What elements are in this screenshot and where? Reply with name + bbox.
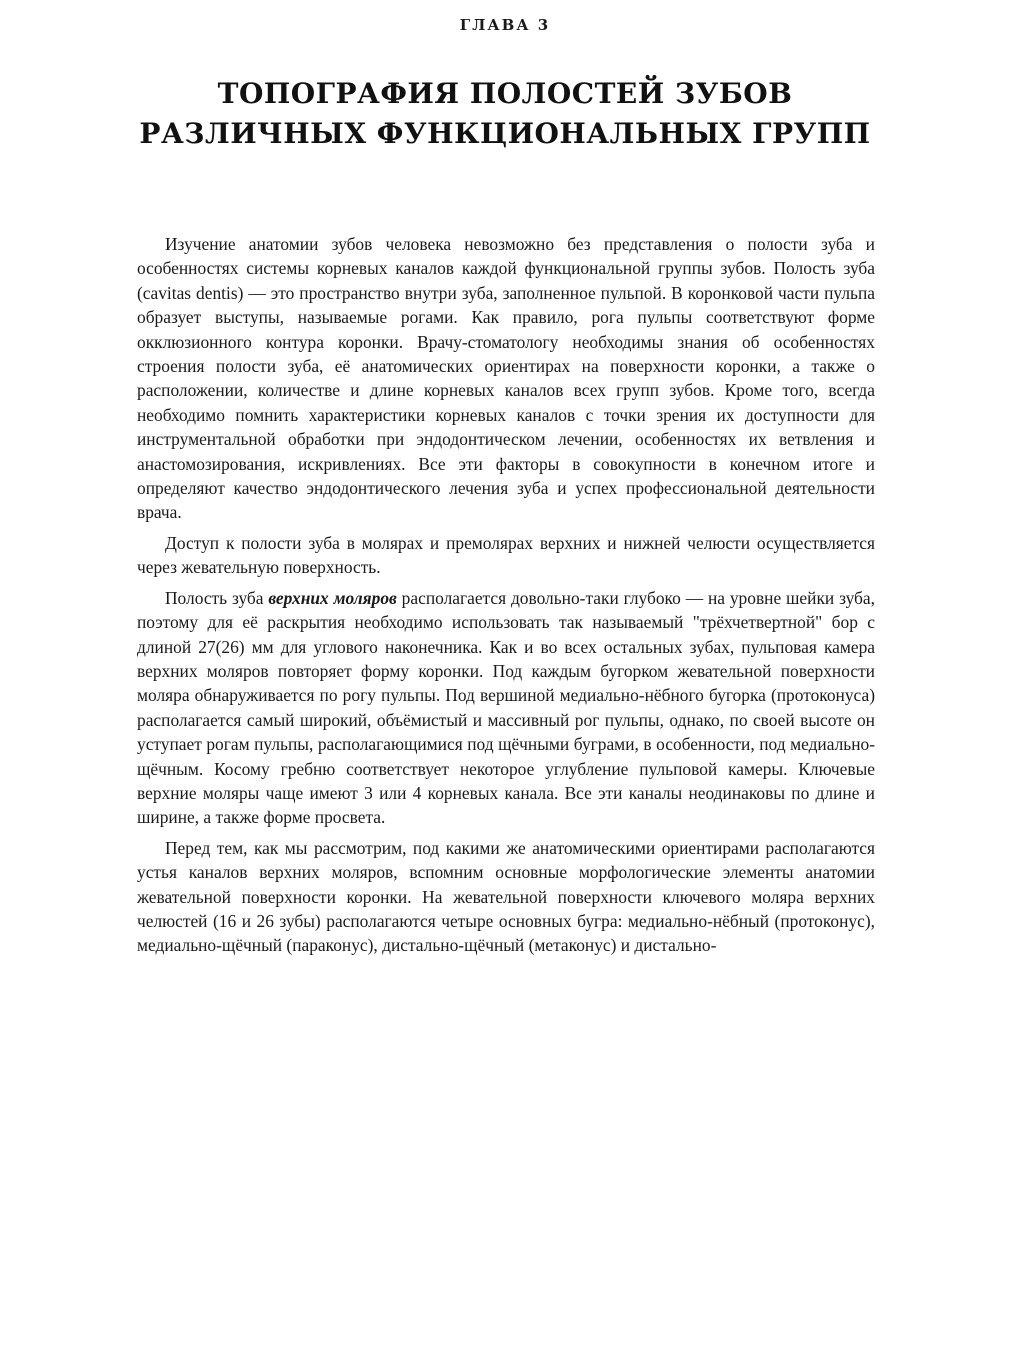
paragraph-intro: Изучение анатомии зубов человека невозможно без представления о полости зуба и особенностях системы корневых каналов каждой функциональной группы зубов. Полость зуба (cavitas dentis) — это пространство внутри зуба, заполненное пульпой. В коронковой части пульпа образует выступы, называемые рогами. Как правило, рога пульпы соответствуют форме окклюзионного контура коронки. Врачу-стоматологу необходимы знания об особенностях строения полости зуба, её анатомических ориентирах на поверхности коронки, а также о расположении, количестве и длине корневых каналов всех групп зубов. Кроме того, всегда необходимо помнить характеристики корневых каналов с точки зрения их доступности для инструментальной обработки при эндодонтическом лечении, особенностях их ветвления и анастомозирования, искривлениях. Все эти факторы в совокупности в конечном итоге и определяют качество эндодонтического лечения зуба и успех профессиональной деятельности врача.: [137, 234, 875, 523]
paragraph-upper-molars-lead: Полость зуба: [165, 587, 269, 608]
chapter-label: ГЛАВА 3: [459, 16, 551, 34]
paragraph-upper-molars-rest: располагается довольно-таки глубоко — на уровне шейки зуба, поэтому для её раскрытия необходимо использовать так называемый "трёхчетвертной" бор с длиной 27(26) мм для углового наконечника. Как и во всех остальных зубах, пульповая камера верхних моляров повторяет форму коронки. Под каждым бугорком жевательной поверхности моляра обнаруживается по рогу пульпы. Под вершиной медиально-нёбного бугорка (протоконуса) располагается самый широкий, объёмистый и массивный рог пульпы, однако, по своей высоте он уступает рогам пульпы, располагающимися под щёчными буграми, в особенности, под медиально-щёчным. Косому гребню соответствует некоторое углубление пульповой камеры. Ключевые верхние моляры чаще имеют 3 или 4 корневых канала. Все эти каналы неодинаковы по длине и ширине, а также форме просвета.: [137, 587, 875, 828]
chapter-title: [0, 74, 1010, 154]
chapter-title-line-2: РАЗЛИЧНЫХ ФУНКЦИОНАЛЬНЫХ ГРУПП: [139, 117, 871, 150]
emphasized-term: верхних моляров: [268, 587, 397, 608]
paragraph-upper-molars: [137, 586, 875, 830]
body-text: [137, 232, 875, 958]
chapter-title-line-1: ТОПОГРАФИЯ ПОЛОСТЕЙ ЗУБОВ: [217, 77, 793, 110]
paragraph-occlusal-anatomy: Перед тем, как мы рассмотрим, под какими же анатомическими ориентирами располагаются устья каналов верхних моляров, вспомним основные морфологические элементы анатомии жевательной поверхности коронки. На жевательной поверхности ключевого моляра верхних челюстей (16 и 26 зубы) располагаются четыре основных бугра: медиально-нёбный (протоконус), медиально-щёчный (параконус), дистально-щёчный (метаконус) и дистально-: [137, 837, 875, 956]
paragraph-access: Доступ к полости зуба в молярах и премолярах верхних и нижней челюсти осуществляется через жевательную поверхность.: [137, 532, 875, 578]
